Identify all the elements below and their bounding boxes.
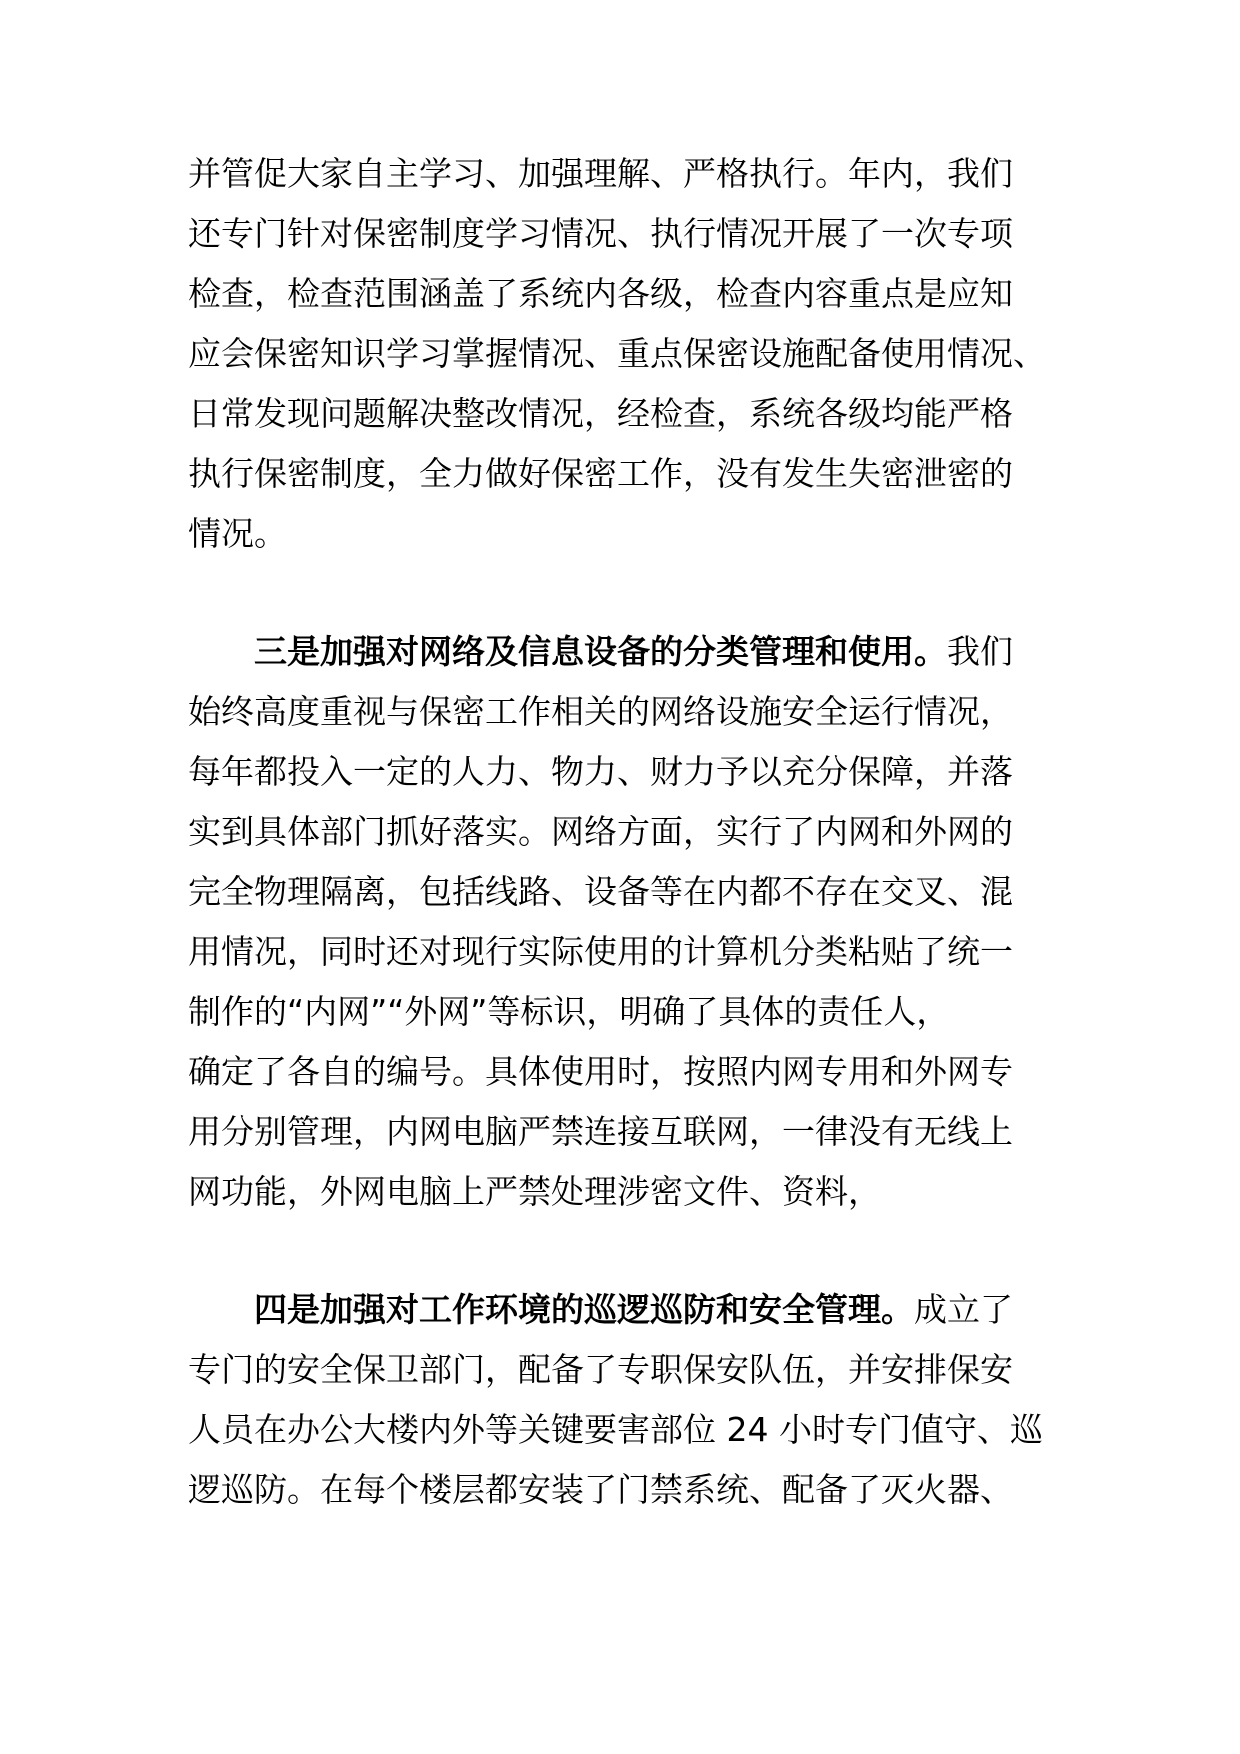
paragraph-first-line xyxy=(254,630,1013,674)
paragraph-line: 专门的安全保卫部门，配备了专职保安队伍，并安排保安 xyxy=(188,1350,1013,1389)
paragraph-line: 人员在办公大楼内外等关键要害部位 24 小时专门值守、巡 xyxy=(188,1410,1043,1449)
paragraph-line: 用分别管理，内网电脑严禁连接互联网，一律没有无线上 xyxy=(188,1112,1013,1151)
paragraph-line: 制作的“内网”“外网”等标识，明确了具体的责任人， xyxy=(188,992,950,1031)
paragraph-line: 还专门针对保密制度学习情况、执行情况开展了一次专项 xyxy=(188,214,1013,253)
heading-line-rest: 我们 xyxy=(947,632,1013,671)
section-heading: 三是加强对网络及信息设备的分类管理和使用。 xyxy=(254,632,947,671)
paragraph-first-line xyxy=(254,1288,1013,1332)
paragraph-line: 执行保密制度，全力做好保密工作，没有发生失密泄密的 xyxy=(188,454,1013,493)
paragraph-line: 确定了各自的编号。具体使用时，按照内网专用和外网专 xyxy=(188,1052,1013,1091)
paragraph-line: 逻巡防。在每个楼层都安装了门禁系统、配备了灭火器、 xyxy=(188,1470,1013,1509)
paragraph-line: 情况。 xyxy=(188,514,287,553)
paragraph-line: 检查，检查范围涵盖了系统内各级，检查内容重点是应知 xyxy=(188,274,1013,313)
paragraph-line: 实到具体部门抓好落实。网络方面，实行了内网和外网的 xyxy=(188,812,1013,851)
paragraph-line: 始终高度重视与保密工作相关的网络设施安全运行情况， xyxy=(188,692,1013,731)
paragraph-line: 应会保密知识学习掌握情况、重点保密设施配备使用情况、 xyxy=(188,334,1046,373)
section-heading: 四是加强对工作环境的巡逻巡防和安全管理。 xyxy=(254,1290,914,1329)
paragraph-line: 并管促大家自主学习、加强理解、严格执行。年内，我们 xyxy=(188,154,1013,193)
heading-line-rest: 成立了 xyxy=(914,1290,1013,1329)
paragraph-line: 网功能，外网电脑上严禁处理涉密文件、资料， xyxy=(188,1172,881,1211)
paragraph-line: 每年都投入一定的人力、物力、财力予以充分保障，并落 xyxy=(188,752,1013,791)
paragraph-line: 用情况，同时还对现行实际使用的计算机分类粘贴了统一 xyxy=(188,932,1013,971)
paragraph-line: 完全物理隔离，包括线路、设备等在内都不存在交叉、混 xyxy=(188,872,1013,911)
paragraph-line: 日常发现问题解决整改情况，经检查，系统各级均能严格 xyxy=(188,394,1013,433)
